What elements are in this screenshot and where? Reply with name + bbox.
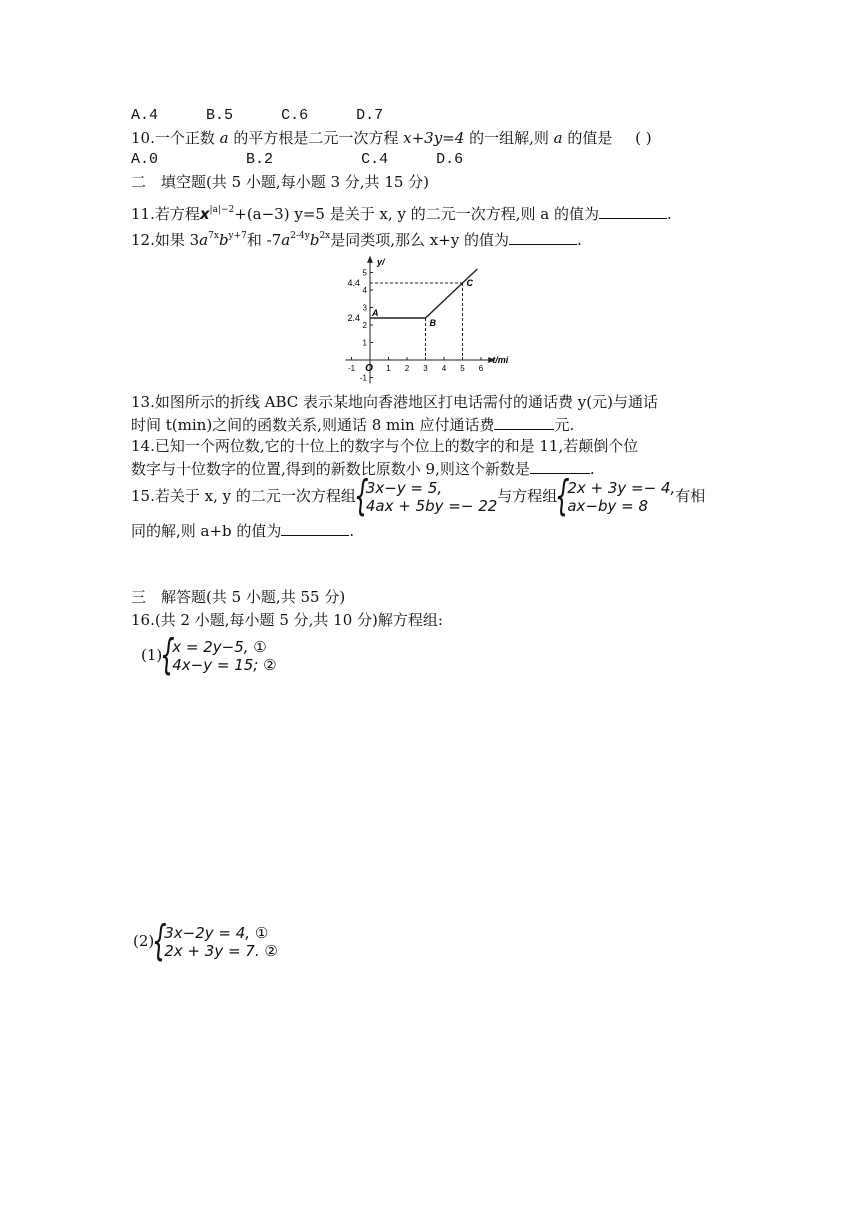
q10-option-b: B.2 xyxy=(246,151,274,168)
x-tick-label: O xyxy=(365,363,373,374)
y-tick-label: 1 xyxy=(362,338,367,348)
q13-line2 xyxy=(131,414,574,435)
q15-sys2-eq2: ax−by = 8 xyxy=(567,497,648,515)
q11-answer-blank[interactable] xyxy=(599,203,667,219)
q12-term1-a: a xyxy=(199,231,209,249)
q12-answer-blank[interactable] xyxy=(509,229,577,245)
q11-exponent: |a|−2 xyxy=(209,205,235,215)
fee-time-graph xyxy=(330,248,530,390)
section3-heading: 三 解答题(共 5 小题,共 55 分) xyxy=(131,588,346,606)
q10-option-d: D.6 xyxy=(436,151,464,168)
x-tick-label: -1 xyxy=(347,364,356,373)
y-tick-label: 2 xyxy=(362,321,367,330)
q14-text-end: . xyxy=(589,460,595,478)
q12-term1-a-exp: 7x xyxy=(208,231,219,241)
q9-option-a: A.4 xyxy=(131,107,159,124)
point-label-c: C xyxy=(466,278,473,288)
q15-system-1 xyxy=(353,471,498,520)
q16-part1-eq2: 4x−y = 15; ② xyxy=(172,656,277,674)
y-axis-arrow xyxy=(367,256,373,263)
q12-text-mid: 和 -7 xyxy=(246,231,282,249)
q16-part2-brace: { xyxy=(152,916,167,965)
q16-part1-eq1: x = 2y−5, ① xyxy=(172,638,267,656)
q15-answer-blank[interactable] xyxy=(281,520,349,536)
q13-text-pre: 时间 t(min)之间的函数关系,则通话 8 min 应付通话费 xyxy=(131,416,495,434)
q15-line1 xyxy=(131,471,706,520)
q16-part1-system xyxy=(160,630,277,679)
q11-question xyxy=(131,200,672,224)
x-tick-label: 6 xyxy=(478,364,484,373)
y-mark-label: 4.4 xyxy=(347,278,360,288)
section2-heading: 二 填空题(共 5 小题,每小题 3 分,共 15 分) xyxy=(131,173,430,191)
q11-text-pre: 11.若方程 xyxy=(131,205,200,223)
q9-options xyxy=(131,106,383,126)
x-tick-label: 3 xyxy=(423,364,428,373)
q9-option-c: C.6 xyxy=(281,107,309,124)
q16-title: 16.(共 2 小题,每小题 5 分,共 10 分)解方程组: xyxy=(131,611,443,629)
q16-part2-eq2: 2x + 3y = 7. ② xyxy=(164,942,278,960)
x-tick-label: 4 xyxy=(441,364,447,373)
q14-line1: 14.已知一个两位数,它的十位上的数字与个位上的数字的和是 11,若颠倒个位 xyxy=(131,437,639,455)
x-axis-label: t/mi xyxy=(492,355,509,365)
q10-text-pre: 10.一个正数 xyxy=(131,129,220,147)
q15-text-pre: 15.若关于 x, y 的二元一次方程组 xyxy=(131,487,356,505)
q16-part2 xyxy=(133,916,278,965)
q15-text-pre-2: 同的解,则 a+b 的值为 xyxy=(131,522,282,540)
point-label-b: B xyxy=(429,318,436,328)
y-tick-label: 5 xyxy=(362,268,367,278)
q11-base: x xyxy=(199,205,210,223)
q12-term1-b-exp: y+7 xyxy=(228,231,247,241)
q10-text-post: 的一组解,则 xyxy=(464,129,554,147)
q15-brace-1: { xyxy=(353,471,369,520)
q15-brace-2: { xyxy=(555,471,571,520)
y-tick-label: 4 xyxy=(362,286,367,295)
y-tick-label: 3 xyxy=(362,303,367,313)
y-mark-label: 2.4 xyxy=(347,313,360,323)
q15-text-end: . xyxy=(349,522,355,540)
q12-term2-b: b xyxy=(309,231,320,249)
q13-text-end: 元. xyxy=(554,416,575,434)
q12-term2-b-exp: 2x xyxy=(319,231,331,241)
q13-answer-blank[interactable] xyxy=(494,414,554,430)
q12-term2-a: a xyxy=(281,231,291,249)
q10-text-end: 的值是 xyxy=(562,129,613,147)
q16-part2-label: (2) xyxy=(133,932,155,950)
q10-option-c: C.4 xyxy=(361,151,389,168)
q14-text-pre: 数字与十位数字的位置,得到的新数比原数小 9,则这个新数是 xyxy=(131,460,530,478)
q10-var-a-2: a xyxy=(553,129,563,147)
q10-question xyxy=(131,128,652,148)
q16-part2-eq1: 3x−2y = 4, ① xyxy=(164,924,269,942)
x-tick-label: 1 xyxy=(386,364,391,373)
q16-part1 xyxy=(141,630,277,679)
q9-option-d: D.7 xyxy=(356,107,384,124)
q16-part2-system xyxy=(152,916,278,965)
q12-term2-a-exp: 2-4y xyxy=(290,231,310,241)
q12-term1-b: b xyxy=(218,231,229,249)
q15-system-2 xyxy=(555,471,676,520)
q12-question xyxy=(131,226,582,250)
q9-option-b: B.5 xyxy=(206,107,234,124)
q11-text-end: . xyxy=(666,205,672,223)
point-label-a: A xyxy=(372,308,379,318)
q15-text-mid: 与方程组 xyxy=(497,487,558,505)
q10-answer-paren: ( ) xyxy=(635,129,652,147)
q16-part1-label: (1) xyxy=(141,646,163,664)
q15-sys1-eq2: 4ax + 5by =− 22 xyxy=(365,497,498,515)
q15-sys2-eq1: 2x + 3y =− 4, xyxy=(567,479,676,497)
q10-text-mid: 的平方根是二元一次方程 xyxy=(228,129,404,147)
series-line-abc xyxy=(370,269,477,318)
y-axis-label: y/ xyxy=(377,256,385,267)
q12-text-post: 是同类项,那么 x+y 的值为 xyxy=(330,231,510,249)
q15-sys1-eq1: 3x−y = 5, xyxy=(365,479,443,497)
q10-option-a: A.0 xyxy=(131,151,159,168)
q11-text-mid: +(a−3) y=5 是关于 x, y 的二元一次方程,则 a 的值为 xyxy=(234,205,599,223)
q13-line1: 13.如图所示的折线 ABC 表示某地向香港地区打电话需付的通话费 y(元)与通话 xyxy=(131,393,658,411)
q15-line2 xyxy=(131,520,354,541)
x-tick-label: 5 xyxy=(460,364,465,373)
y-tick-label: -1 xyxy=(359,373,367,383)
q10-options xyxy=(131,150,463,170)
q16-part1-brace: { xyxy=(160,630,175,679)
x-tick-label: 2 xyxy=(404,364,410,373)
q15-text-post: 有相 xyxy=(675,487,706,505)
q10-var-a: a xyxy=(219,129,229,147)
q12-text-end: . xyxy=(577,231,582,249)
q10-equation: x+3y=4 xyxy=(403,129,465,147)
q12-text-pre: 12.如果 3 xyxy=(131,231,200,249)
